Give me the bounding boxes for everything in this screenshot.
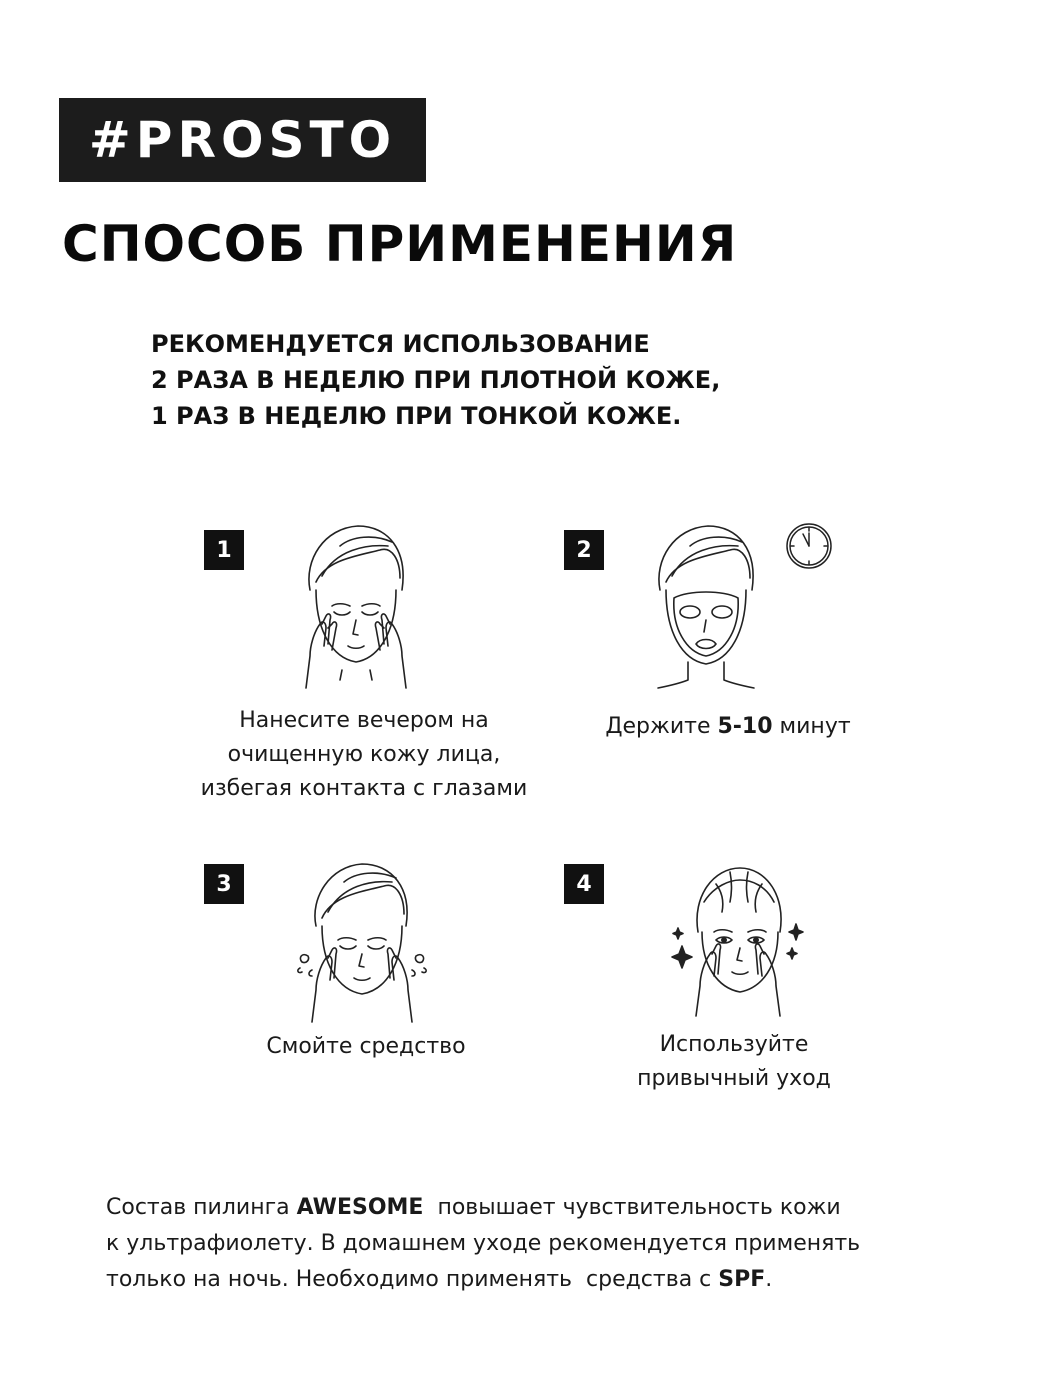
step-caption-line: Используйте bbox=[659, 1032, 809, 1057]
step-caption bbox=[584, 1028, 884, 1096]
step-caption-line: привычный уход bbox=[637, 1066, 831, 1091]
warning-note bbox=[106, 1190, 986, 1298]
note-text: Состав пилинга bbox=[106, 1195, 297, 1220]
recommendation-text bbox=[151, 326, 720, 434]
face-mask-towel-icon bbox=[648, 520, 764, 692]
note-text: повышает чувствительность кожи bbox=[423, 1195, 841, 1220]
step-duration-value: 5-10 bbox=[717, 714, 773, 739]
step-number-badge: 2 bbox=[564, 530, 604, 570]
note-line bbox=[106, 1262, 986, 1298]
step-number-badge: 1 bbox=[204, 530, 244, 570]
note-text: . bbox=[765, 1267, 773, 1292]
step-caption bbox=[216, 1030, 516, 1064]
note-line bbox=[106, 1190, 986, 1226]
recommendation-line: РЕКОМЕНДУЕТСЯ ИСПОЛЬЗОВАНИЕ bbox=[151, 330, 650, 358]
note-text: только на ночь. Необходимо применять средства с bbox=[106, 1267, 719, 1292]
step-caption-line: избегая контакта с глазами bbox=[200, 776, 528, 801]
clock-icon bbox=[785, 522, 833, 570]
step-caption-line bbox=[578, 710, 878, 744]
face-hands-towel-icon bbox=[296, 520, 416, 690]
note-line: к ультрафиолету. В домашнем уходе рекомендуется применять bbox=[106, 1231, 861, 1256]
brand-logo bbox=[59, 98, 426, 182]
spf-label: SPF bbox=[718, 1267, 766, 1292]
step-number-badge: 3 bbox=[204, 864, 244, 904]
step-caption-text: Держите bbox=[605, 714, 718, 739]
step-caption bbox=[578, 710, 878, 744]
step-caption bbox=[186, 704, 542, 806]
face-wash-splash-icon bbox=[294, 860, 430, 1024]
step-caption-line: Нанесите вечером на bbox=[239, 708, 489, 733]
step-number-badge: 4 bbox=[564, 864, 604, 904]
page-title: СПОСОБ ПРИМЕНЕНИЯ bbox=[62, 215, 738, 273]
step-caption-line: очищенную кожу лица, bbox=[227, 742, 501, 767]
step-caption-line: Смойте средство bbox=[266, 1034, 466, 1059]
brand-logo-text: #PROSTO bbox=[88, 111, 397, 169]
recommendation-line: 1 РАЗ В НЕДЕЛЮ ПРИ ТОНКОЙ КОЖЕ. bbox=[151, 402, 682, 430]
step-caption-text: минут bbox=[772, 714, 851, 739]
product-name: AWESOME bbox=[296, 1195, 424, 1220]
face-sparkle-icon bbox=[670, 862, 806, 1018]
recommendation-line: 2 РАЗА В НЕДЕЛЮ ПРИ ПЛОТНОЙ КОЖЕ, bbox=[151, 366, 721, 394]
